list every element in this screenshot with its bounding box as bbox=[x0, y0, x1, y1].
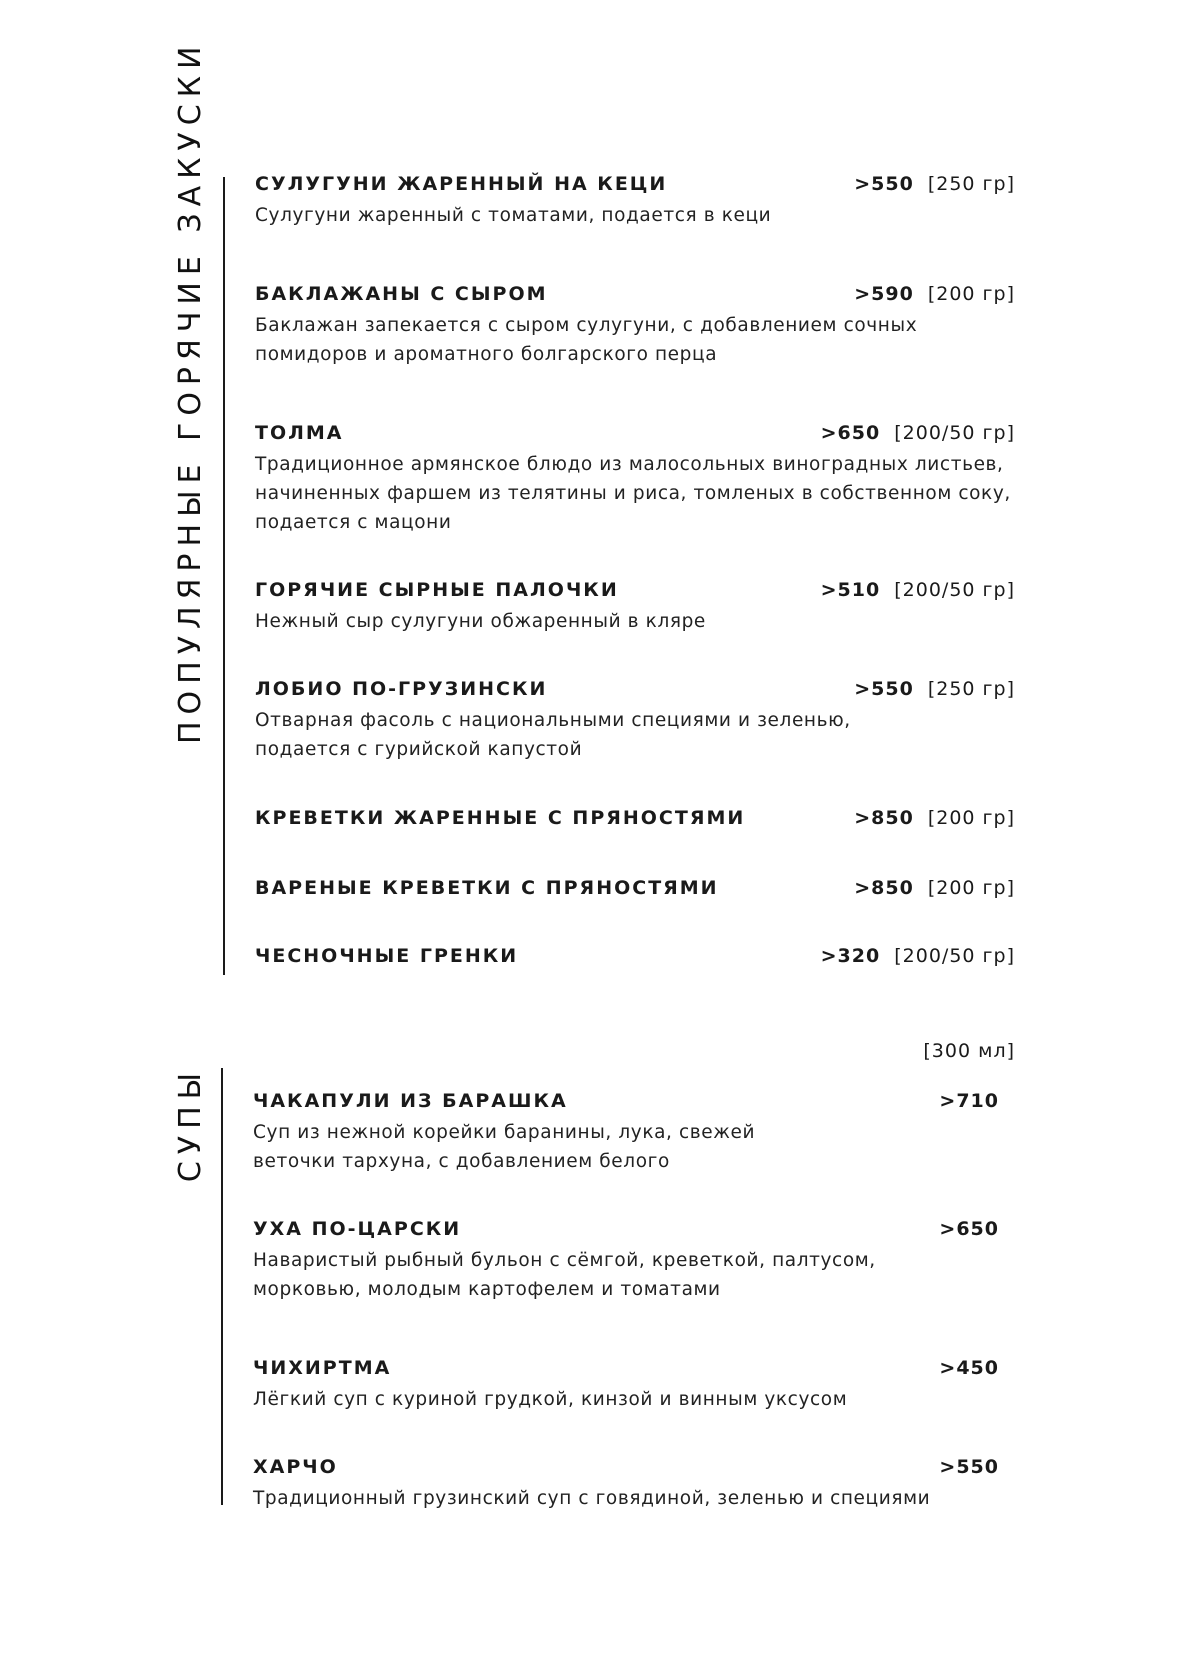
item-price-block bbox=[821, 579, 1015, 601]
item-price-block bbox=[854, 877, 1015, 899]
item-name: ГОРЯЧИЕ СЫРНЫЕ ПАЛОЧКИ bbox=[255, 579, 619, 601]
item-weight: [200/50 гр] bbox=[894, 422, 1015, 444]
item-name: ЧЕСНОЧНЫЕ ГРЕНКИ bbox=[255, 945, 519, 967]
item-price-block bbox=[854, 678, 1015, 700]
item-price: >550 bbox=[854, 678, 914, 700]
item-name: ЛОБИО ПО-ГРУЗИНСКИ bbox=[255, 678, 548, 700]
item-description: Традиционный грузинский суп с говядиной, зеленью и специями bbox=[253, 1488, 931, 1509]
item-name: ЧАКАПУЛИ ИЗ БАРАШКА bbox=[253, 1090, 568, 1112]
section-divider bbox=[221, 1068, 223, 1505]
item-description: Суп из нежной корейки баранины, лука, свежей веточки тархуна, с добавлением белого bbox=[253, 1122, 756, 1172]
item-price: >710 bbox=[939, 1090, 999, 1112]
item-weight: [200 гр] bbox=[927, 283, 1015, 305]
item-price-block bbox=[854, 807, 1015, 829]
item-name: ЧИХИРТМА bbox=[253, 1357, 392, 1379]
section-title: СУПЫ bbox=[173, 1065, 208, 1183]
item-weight: [200 гр] bbox=[927, 807, 1015, 829]
item-price-block bbox=[939, 1090, 1013, 1112]
item-price-block bbox=[854, 173, 1015, 195]
section-divider bbox=[223, 177, 225, 975]
item-price-block bbox=[939, 1456, 1013, 1478]
item-description: Нежный сыр сулугуни обжаренный в кляре bbox=[255, 611, 706, 632]
item-description: Традиционное армянское блюдо из малосольных виноградных листьев, начиненных фаршем из телятины и риса, томленых в собственном соку, подается с мацони bbox=[255, 454, 1011, 533]
item-price: >550 bbox=[854, 173, 914, 195]
item-price-block bbox=[821, 945, 1015, 967]
item-description: Баклажан запекается с сыром сулугуни, с добавлением сочных помидоров и ароматного болгарского перца bbox=[255, 315, 918, 365]
item-weight: [200/50 гр] bbox=[894, 945, 1015, 967]
item-name: УХА ПО-ЦАРСКИ bbox=[253, 1218, 462, 1240]
item-price: >590 bbox=[854, 283, 914, 305]
item-price: >850 bbox=[854, 807, 914, 829]
item-price-block bbox=[939, 1218, 1013, 1240]
item-price-block bbox=[939, 1357, 1013, 1379]
item-price: >850 bbox=[854, 877, 914, 899]
item-weight: [200 гр] bbox=[927, 877, 1015, 899]
item-name: ТОЛМА bbox=[255, 422, 344, 444]
item-description: Наваристый рыбный бульон с сёмгой, креветкой, палтусом, морковью, молодым картофелем и томатами bbox=[253, 1250, 876, 1300]
item-name: ХАРЧО bbox=[253, 1456, 338, 1478]
item-name: ВАРЕНЫЕ КРЕВЕТКИ С ПРЯНОСТЯМИ bbox=[255, 877, 719, 899]
item-price: >450 bbox=[939, 1357, 999, 1379]
item-description: Сулугуни жаренный с томатами, подается в кеци bbox=[255, 205, 772, 226]
volume-unit: [300 мл] bbox=[923, 1040, 1015, 1062]
item-price: >510 bbox=[820, 579, 881, 601]
item-price-block bbox=[854, 283, 1015, 305]
item-description: Отварная фасоль с национальными специями и зеленью, подается с гурийской капустой bbox=[255, 710, 851, 760]
item-name: БАКЛАЖАНЫ С СЫРОМ bbox=[255, 283, 548, 305]
item-price: >650 bbox=[820, 422, 881, 444]
section-title: ПОПУЛЯРНЫЕ ГОРЯЧИЕ ЗАКУСКИ bbox=[173, 39, 208, 744]
item-weight: [250 гр] bbox=[927, 173, 1015, 195]
item-weight: [250 гр] bbox=[927, 678, 1015, 700]
item-weight: [200/50 гр] bbox=[894, 579, 1015, 601]
item-name: СУЛУГУНИ ЖАРЕННЫЙ НА КЕЦИ bbox=[255, 173, 668, 195]
item-price-block bbox=[821, 422, 1015, 444]
item-price: >320 bbox=[820, 945, 881, 967]
item-price: >550 bbox=[939, 1456, 999, 1478]
item-price: >650 bbox=[939, 1218, 999, 1240]
item-description: Лёгкий суп с куриной грудкой, кинзой и винным уксусом bbox=[253, 1389, 848, 1410]
item-name: КРЕВЕТКИ ЖАРЕННЫЕ С ПРЯНОСТЯМИ bbox=[255, 807, 746, 829]
